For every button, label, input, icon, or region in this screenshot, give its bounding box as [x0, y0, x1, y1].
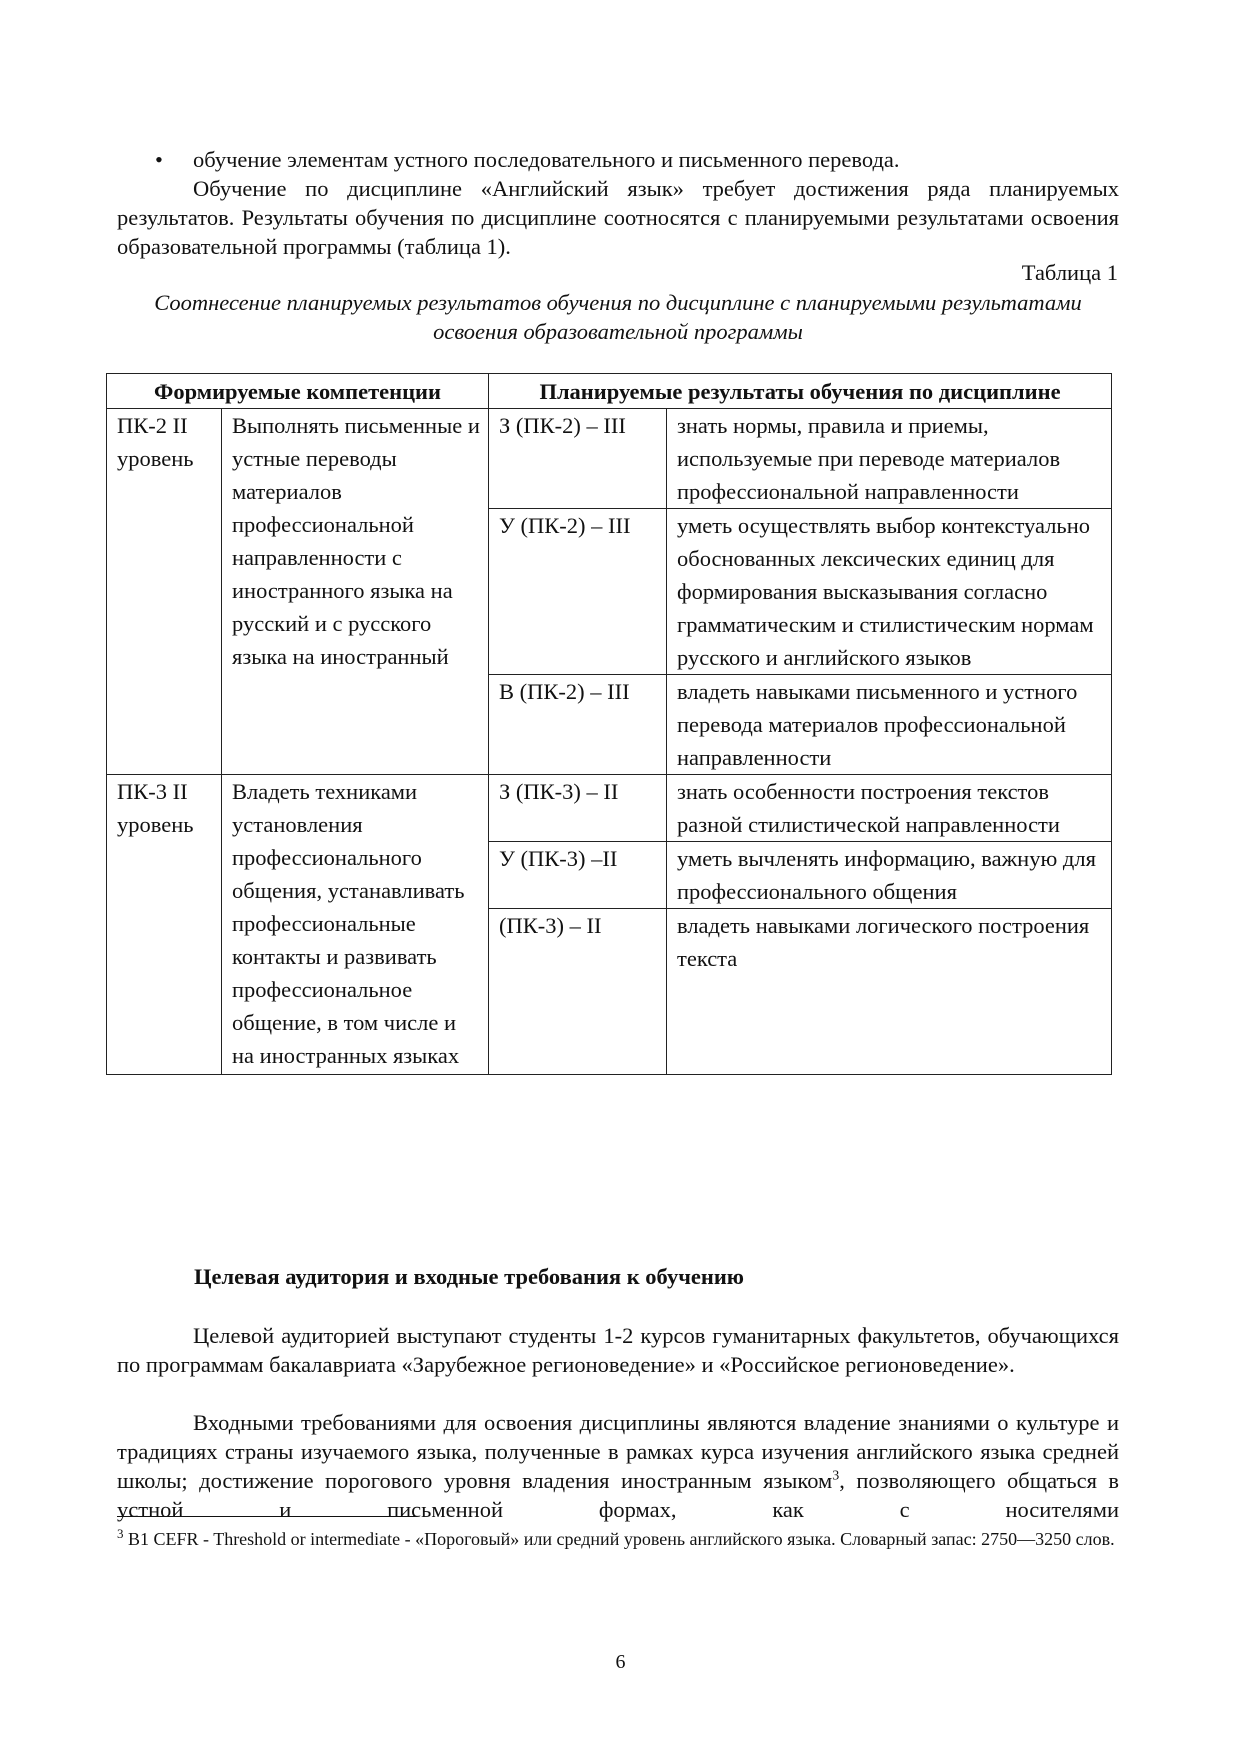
entry-requirements-paragraph — [117, 1408, 1119, 1524]
result-text-cell: владеть навыками логического построения текста — [667, 909, 1112, 1075]
result-text-cell: знать особенности построения текстов разной стилистической направленности — [667, 775, 1112, 842]
result-code-cell: З (ПК-2) – III — [489, 409, 667, 509]
competence-code-cell: ПК-3 II уровень — [107, 775, 222, 1075]
result-text-cell: знать нормы, правила и приемы, используемые при переводе материалов профессиональной направленности — [667, 409, 1112, 509]
competence-table — [106, 373, 1112, 1075]
result-code-cell: У (ПК-3) –II — [489, 842, 667, 909]
bullet-text: обучение элементам устного последовательного и письменного перевода. — [193, 147, 900, 172]
entry-text-after: , позволяющего общаться в устной и письменной формах, как с носителями — [117, 1468, 1120, 1522]
result-code-cell: В (ПК-2) – III — [489, 675, 667, 775]
footnote-separator — [117, 1516, 417, 1517]
competence-description-cell: Выполнять письменные и устные переводы материалов профессиональной направленности с иностранного языка на русский и с русского языка на иностранный — [222, 409, 489, 775]
table-row — [107, 409, 1112, 509]
table-row — [107, 775, 1112, 842]
footnote — [117, 1526, 1119, 1553]
target-audience-paragraph: Целевой аудиторией выступают студенты 1-2 курсов гуманитарных факультетов, обучающихся по программам бакалавриата «Зарубежное регионоведение» и «Российское регионоведение». — [117, 1323, 1119, 1377]
bullet-marker: • — [155, 147, 163, 172]
result-text-cell: уметь вычленять информацию, важную для профессионального общения — [667, 842, 1112, 909]
result-text-cell: владеть навыками письменного и устного перевода материалов профессиональной направленности — [667, 675, 1112, 775]
footnote-text: B1 CEFR - Threshold or intermediate - «Пороговый» или средний уровень английского языка. Словарный запас: 2750—3250 слов. — [123, 1529, 1115, 1549]
table-caption: Соотнесение планируемых результатов обучения по дисциплине с планируемыми результатами освоения образовательной программы — [154, 290, 1082, 344]
table-header-row — [107, 374, 1112, 409]
header-planned-results: Планируемые результаты обучения по дисциплине — [489, 374, 1112, 409]
footnote-reference[interactable]: 3 — [832, 1468, 840, 1484]
result-text-cell: уметь осуществлять выбор контекстуально обоснованных лексических единиц для формирования высказывания согласно грамматическим и стилистическим нормам русского и английского языков — [667, 509, 1112, 675]
table-label: Таблица 1 — [1021, 260, 1118, 285]
section-heading: Целевая аудитория и входные требования к обучению — [194, 1264, 744, 1289]
competence-description-cell: Владеть техниками установления профессионального общения, устанавливать профессиональные контакты и развивать профессиональное общение, в том числе и на иностранных языках — [222, 775, 489, 1075]
entry-text-before: Входными требованиями для освоения дисциплины являются владение знаниями о культуре и традициях страны изучаемого языка, полученные в рамках курса изучения английского языка средней школы; достижение порогового уровня владения иностранным языком — [117, 1410, 1119, 1493]
competence-code-cell: ПК-2 II уровень — [107, 409, 222, 775]
result-code-cell: З (ПК-3) – II — [489, 775, 667, 842]
result-code-cell: (ПК-3) – II — [489, 909, 667, 1075]
footnote-mark: 3 — [117, 1526, 124, 1541]
page-number: 6 — [615, 1651, 626, 1673]
result-code-cell: У (ПК-2) – III — [489, 509, 667, 675]
header-competences: Формируемые компетенции — [107, 374, 489, 409]
intro-paragraph: Обучение по дисциплине «Английский язык» требует достижения ряда планируемых результатов. Результаты обучения по дисциплине соотносятся с планируемыми результатами освоения образовательной программы (таблица 1). — [117, 176, 1119, 259]
